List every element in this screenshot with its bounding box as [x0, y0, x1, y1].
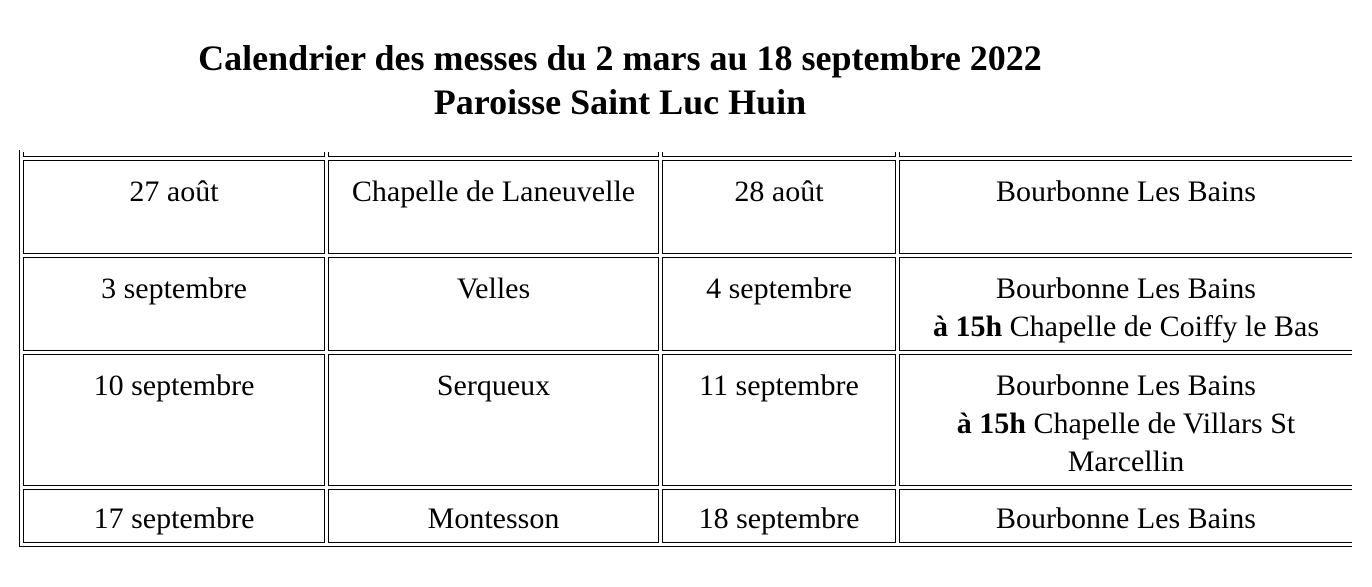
extra-mass-place-continued: Marcellin: [1067, 445, 1185, 478]
sunday-date: 11 septembre: [662, 354, 896, 486]
table-cell: [328, 152, 659, 157]
sunday-place: Bourbonne Les Bains: [899, 489, 1352, 543]
sunday-place: Bourbonne Les Bains: [899, 160, 1352, 254]
extra-mass-time: à 15h: [932, 310, 1003, 343]
sunday-date: 18 septembre: [662, 489, 896, 543]
sunday-date: 28 août: [662, 160, 896, 254]
table-row: [23, 354, 1352, 486]
saturday-place: Serqueux: [328, 354, 659, 486]
sunday-places: [899, 257, 1352, 351]
page-title: [0, 36, 1240, 124]
extra-mass: [904, 405, 1348, 443]
saturday-place: Chapelle de Laneuvelle: [328, 160, 659, 254]
saturday-date: 3 septembre: [23, 257, 325, 351]
sunday-places: [899, 354, 1352, 486]
extra-mass: [904, 308, 1348, 346]
table-cell: [23, 152, 325, 157]
title-line-1: Calendrier des messes du 2 mars au 18 septembre 2022: [198, 38, 1042, 78]
sunday-place: Bourbonne Les Bains: [996, 369, 1256, 402]
table-cell: [662, 152, 896, 157]
title-line-2: Paroisse Saint Luc Huin: [433, 82, 807, 122]
schedule-table-viewport[interactable]: [19, 150, 1352, 550]
saturday-date: 27 août: [23, 160, 325, 254]
saturday-date: 10 septembre: [23, 354, 325, 486]
extra-mass-place: Chapelle de Villars St: [1025, 407, 1296, 440]
table-row: [23, 257, 1352, 351]
saturday-place: Velles: [328, 257, 659, 351]
extra-mass-time: à 15h: [956, 407, 1026, 440]
table-row: [23, 489, 1352, 543]
sunday-place: Bourbonne Les Bains: [996, 272, 1256, 305]
table-row: [23, 160, 1352, 254]
saturday-date: 17 septembre: [23, 489, 325, 543]
sunday-date: 4 septembre: [662, 257, 896, 351]
table-row-partial: [23, 152, 1352, 157]
table-cell: [899, 152, 1352, 157]
mass-schedule-table: [19, 150, 1352, 547]
saturday-place: Montesson: [328, 489, 659, 543]
extra-mass-place: Chapelle de Coiffy le Bas: [1002, 310, 1320, 343]
